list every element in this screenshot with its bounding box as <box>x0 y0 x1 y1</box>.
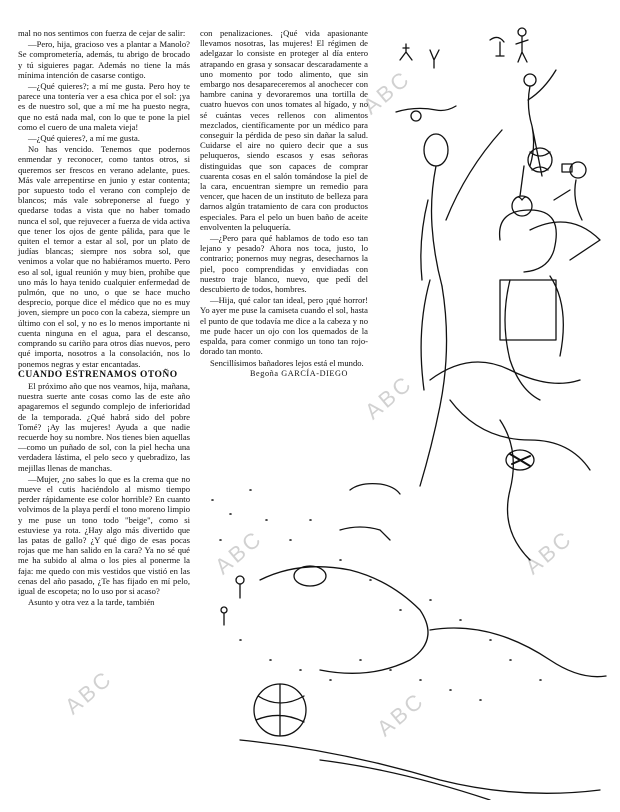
section-title: CUANDO ESTRENAMOS OTOÑO <box>18 369 178 380</box>
lying-figure-head <box>411 111 421 121</box>
watermark: ABC <box>60 665 118 720</box>
paragraph: —¿Qué quieres?; a mí me gusta. Pero hoy te parece una tontería ver a esa chica por el sol: ¡ya es de nuestro sol, que a mí me ha puesto negra, que no está nada mal, con lo que te pone la piel como el cuero de una maleta vieja! <box>18 81 190 132</box>
paragraph: No has vencido. Tenemos que podernos enmendar y reconocer, como tantos otros, si queremos ser frescos en verano adelante, pues. Más vale arrepentirse en junio y estar contenta; por supuesto todo el verano con complejo de blancos; más vale sobreponerse al fuego y quedarse todas a vista que no haber tomado nunca el sol, que rejuvecer a fuerza de vida activa que tener los ojos de gente pálida, para que le quiten el temor a estar al sol, por un plato de judías blancas; siempre nos sobra sol, que venimos a volar que no habiéramos muerto. Pero eso al sol, igual reunión y muy bien, prohíbe que uno más lo haya tenido cualquier enfermedad de pulmón, que no uno, o que se hace mucho desprecio, porque dice el médico que no es muy joven, siempre un poco con la cabeza, siempre un último con el sol, y no es lo menos importante ni cuenta ninguna en el agua, para el descanso, comprando su cariño para otros días nuevos, pero qué importa, nosotros a la consolación, nos lo ponemos negras y estar encantadas. <box>18 144 190 369</box>
hat-woman-head <box>500 210 557 272</box>
distant-figure <box>490 37 504 56</box>
flower <box>221 607 227 613</box>
paragraph: —¿Pero para qué hablamos de todo eso tan lejano y pesado? Ahora nos toca, justo, lo contrario; ponernos muy negras, desecharnos la piel, poco comprendidas y envidiadas con nuestro traje blanco, nuevo, que pedí del descubierto de todos, hombres. <box>200 233 368 295</box>
woman-body <box>421 130 502 286</box>
distant-figure <box>516 36 528 62</box>
lying-woman <box>260 567 428 674</box>
reclining-woman <box>430 362 580 383</box>
beach-ball-stripes <box>256 684 304 736</box>
paragraph: —Mujer, ¿no sabes lo que es la crema que no mueve el cutis haciéndolo al mismo tiempo perder rápidamente ese color horrible? En cuanto volvimos de la playa perdí el tono moreno limpio y me puse un tono todo "beige", como si estuviese ya rota. ¿Hay algo más divertido que las patas de gallo? ¿Y qué digo de esas pocas rojas que me han salido en la cara? Ya no sé qué me ha subido al alma o los pies al ponerme la faja: me quedo con mis vestidos que vistió en las cenas del año pasado, ¿Te has fijado en mí pelo, igual de escopeta; no lo uso por si acaso? <box>18 473 190 596</box>
author-signature: Begoña GARCÍA-DIEGO <box>250 368 349 378</box>
foot <box>350 484 400 494</box>
beach-ball-stripes <box>530 152 550 170</box>
standing-man <box>520 86 542 196</box>
paragraph: —Pero, hija, gracioso ves a plantar a Manolo? Se comprometería, además, tu abrigo de brocado y tú siguieres pagar. Además no tiene la más mínima intención de casarse contigo. <box>18 39 190 80</box>
seated-figure <box>500 420 530 560</box>
sand-dots <box>212 490 541 700</box>
distant-figure-head <box>518 28 526 36</box>
watermark: ABC <box>358 65 416 120</box>
woman-head <box>424 134 448 166</box>
beach-illustration <box>200 20 610 800</box>
paragraph: —¿Qué quieres?, a mí me gusta. <box>28 133 140 144</box>
flower-stems <box>224 584 240 625</box>
reclining-figure-arm <box>320 760 490 800</box>
paragraph: —Hija, qué calor tan ideal, pero ¡qué horror! Yo ayer me puse la camiseta cuando el sol, hasta el punto de que todavía me dice a la cabeza y no me pude hacer un ojo con los quemados de la espalda, para comer conmigo un tono tan rojo-dorado tan monto. <box>200 295 368 357</box>
lying-woman-head <box>294 566 326 586</box>
watermark: ABC <box>520 525 578 580</box>
woman-leg <box>421 280 430 390</box>
paragraph: Asunto y otra vez a la tarde, también <box>28 597 155 608</box>
photographer-body <box>554 180 582 220</box>
watermark: ABC <box>360 370 418 425</box>
lying-legs <box>430 628 606 677</box>
paragraph: con penalizaciones. ¡Qué vida apasionante llevamos nosotras, las mujeres! El régimen de adelgazar lo consiste en proteger al día entero atrapando en grasa y sonsacar descaradamente a uno momento por todo alimento, que sin embargo nos desapareceremos al anochecer con hambre canina y devoraremos una tortilla de cuatro huevos con unos tomates al hígado, y no sé cuántas veces rellenos con alimentos mezclados, científicamente por un médico para conseguir la pérdida de peso sin dañar la salud. Cuidarse el aire no quiero decir que a sus peluqueros, siendo escasos y esas señoras distinguidas que son capaces de comprar cuarenta cosas en el salón tomándose la piel de la cara, encuentran siempre un remedio para vencer, que hacen de un instituto de belleza para darnos algún tratamiento de cara con productos especiales. Para el pelo un buen baño de aceite envolventen la peluquería. <box>200 28 368 232</box>
paragraph: Sencillísimos bañadores lejos está el mundo. <box>210 357 364 368</box>
paragraph: mal no nos sentimos con fuerza de cejar de salir: <box>18 28 186 38</box>
flower <box>236 576 244 584</box>
watermark: ABC <box>210 525 268 580</box>
distant-figure <box>430 50 439 68</box>
distant-figure <box>400 44 412 60</box>
sun-hat <box>530 222 600 260</box>
foot <box>340 527 390 540</box>
lying-figure <box>396 106 456 112</box>
reclining-figure <box>240 740 600 793</box>
hat-woman-body <box>505 276 563 400</box>
figure-head <box>524 74 536 86</box>
left-text-column <box>18 28 190 608</box>
watermark: ABC <box>372 687 430 742</box>
paragraph: El próximo año que nos veamos, hija, mañana, nuestra suerte ante cosas como las de este año apagaremos el segundo complejo de inferioridad de la temporada. ¿Qué habrá sido del pobre Tomé? ¡Ay las mujeres! Ayuda a que nadie recuerde hoy su nombre. Nos tienes bien aquellas —como un puñado de sol, con la piel hecha una verdadera lástima, el pelo seco y quebradizo, las mejillas llenas de manchas. <box>18 380 190 473</box>
